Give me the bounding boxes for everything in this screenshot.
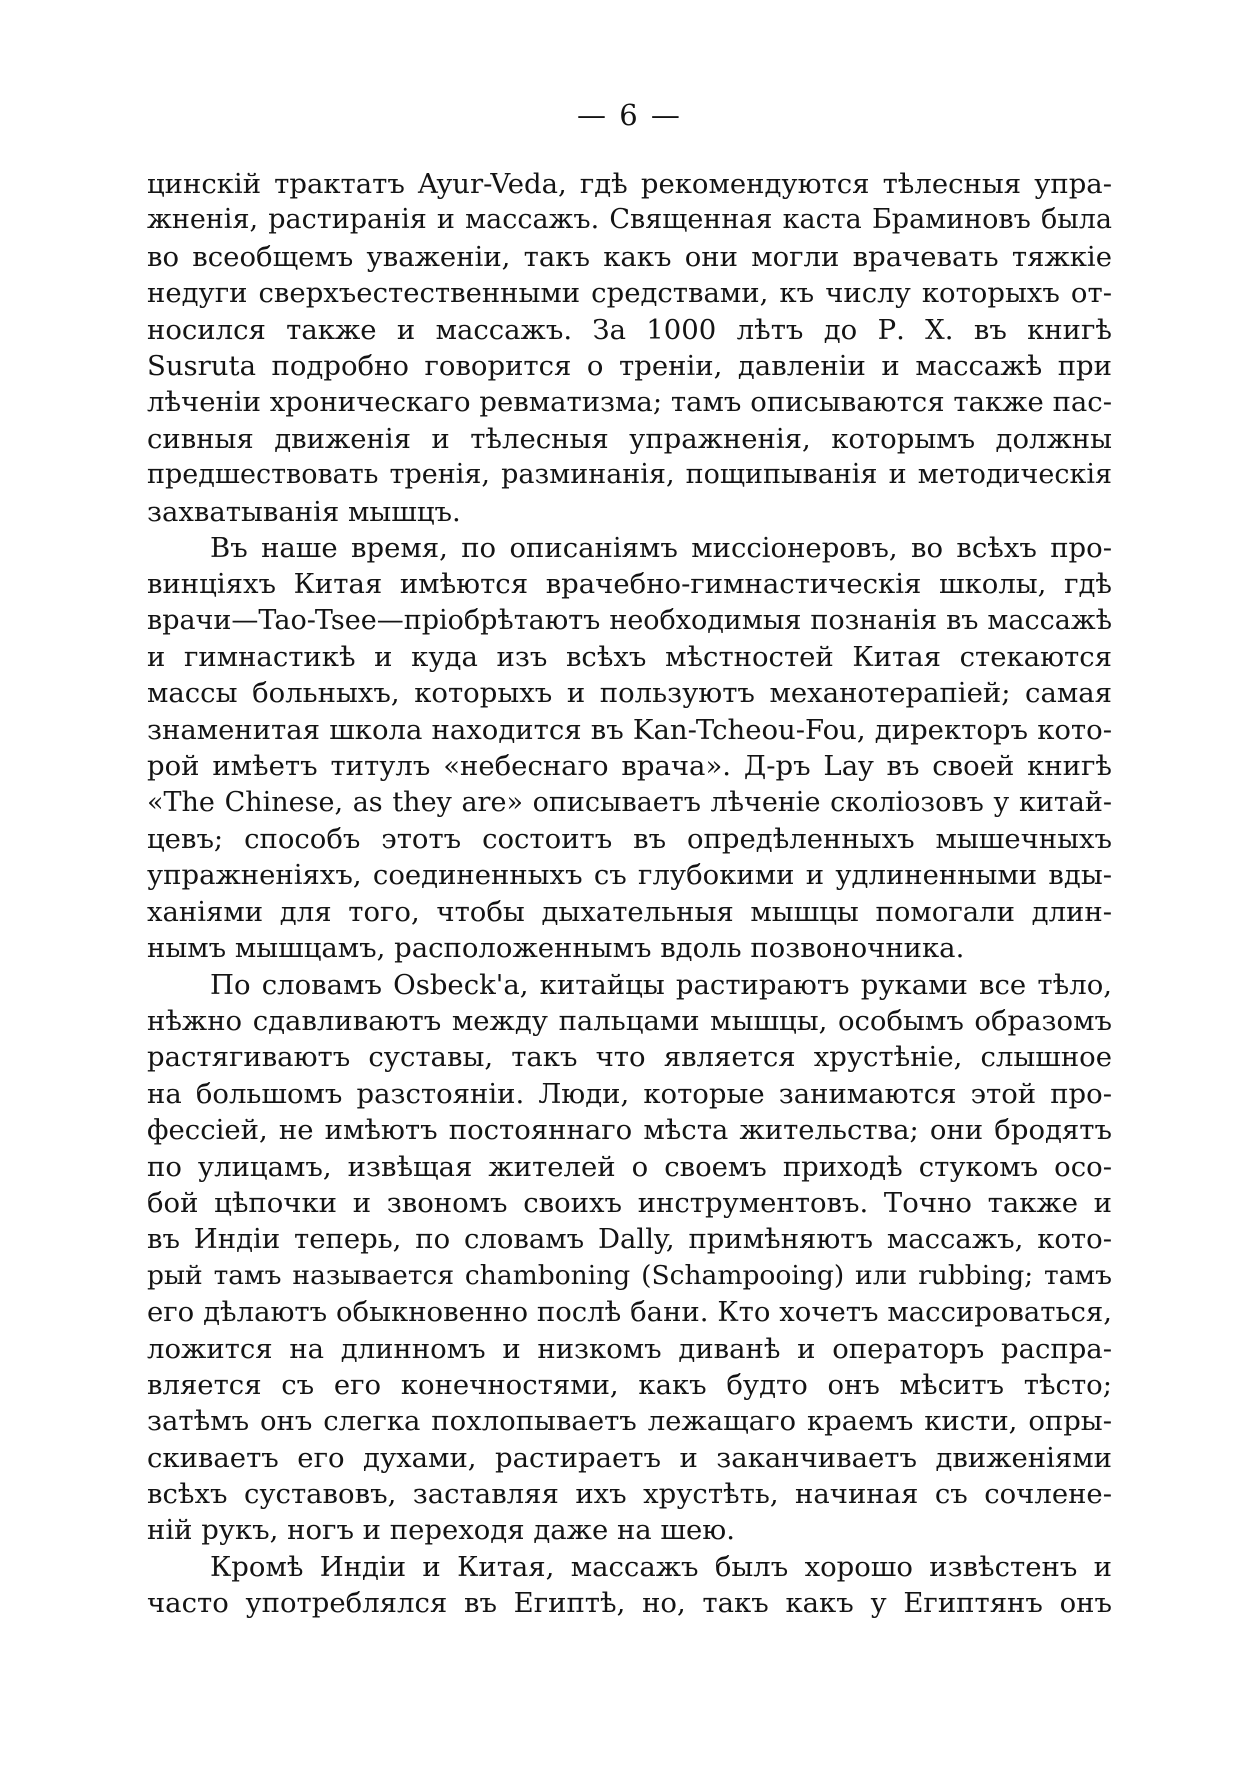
text-line: вляется съ его конечностями, какъ будто онъ мѣситъ тѣсто; (147, 1368, 1112, 1401)
text-line: всѣхъ суставовъ, заставляя ихъ хрустѣть, начиная съ сочлене- (147, 1478, 1112, 1511)
text-line: цевъ; способъ этотъ состоитъ въ опредѣленныхъ мышечныхъ (147, 823, 1112, 856)
text-line: скиваетъ его духами, растираетъ и заканчиваетъ движеніями (147, 1441, 1112, 1474)
text-line: сивныя движенія и тѣлесныя упражненія, которымъ должны (147, 422, 1112, 455)
text-line: «The Chinese, as they are» описываетъ лѣченіе сколіозовъ у китай- (147, 786, 1112, 818)
page-number: — 6 — (577, 98, 682, 132)
text-line: знаменитая школа находится въ Kan-Tcheou-Fou, директоръ кото- (147, 713, 1112, 746)
text-line: врачи—Tao-Tsee—пріобрѣтаютъ необходимыя познанія въ массажѣ (147, 604, 1112, 636)
text-line: въ Индіи теперь, по словамъ Dally, примѣняютъ массажъ, кото- (147, 1223, 1112, 1256)
text-line: ложится на длинномъ и низкомъ диванѣ и операторъ распра- (147, 1332, 1112, 1365)
text-line: массы больныхъ, которыхъ и пользуютъ механотерапіей; самая (147, 677, 1112, 710)
text-line: недуги сверхъестественными средствами, къ числу которыхъ от- (147, 277, 1112, 310)
text-line: нѣжно сдавливаютъ между пальцами мышцы, особымъ образомъ (147, 1004, 1112, 1037)
text-line: Въ наше время, по описаніямъ миссіонеровъ, во всѣхъ про- (210, 531, 1112, 564)
text-line: захватыванія мышцъ. (147, 495, 461, 528)
text-line: предшествовать тренія, разминанія, пощипыванія и методическія (147, 459, 1112, 491)
text-line: ханіями для того, чтобы дыхательныя мышцы помогали длин- (147, 895, 1112, 928)
text-line: лѣченіи хроническаго ревматизма; тамъ описываются также пас- (147, 386, 1112, 419)
text-line: Кромѣ Индіи и Китая, массажъ былъ хорошо извѣстенъ и (210, 1550, 1112, 1583)
text-line: рой имѣетъ титулъ «небеснаго врача». Д-ръ Lay въ своей книгѣ (147, 750, 1112, 783)
text-line: и гимнастикѣ и куда изъ всѣхъ мѣстностей Китая стекаются (147, 641, 1112, 674)
text-line: носился также и массажъ. За 1000 лѣтъ до Р. Х. въ книгѣ (147, 313, 1112, 346)
text-line: жненія, растиранія и массажъ. Священная каста Браминовъ была (147, 204, 1112, 236)
text-line: цинскій трактатъ Ayur-Veda, гдѣ рекомендуются тѣлесныя упра- (147, 168, 1112, 200)
text-line: часто употреблялся въ Египтѣ, но, такъ какъ у Египтянъ онъ (147, 1587, 1112, 1620)
text-line: Susruta подробно говорится о треніи, давленіи и массажѣ при (147, 349, 1112, 382)
text-line: бой цѣпочки и звономъ своихъ инструментовъ. Точно также и (147, 1186, 1112, 1219)
text-line: по улицамъ, извѣщая жителей о своемъ приходѣ стукомъ осо- (147, 1150, 1112, 1183)
text-line: рый тамъ называется chamboning (Schampooing) или rubbing; тамъ (147, 1259, 1112, 1291)
text-line: ній рукъ, ногъ и переходя даже на шею. (147, 1514, 735, 1547)
text-line: на большомъ разстояніи. Люди, которые занимаются этой про- (147, 1077, 1112, 1110)
text-line: затѣмъ онъ слегка похлопываетъ лежащаго краемъ кисти, опры- (147, 1405, 1112, 1438)
text-line: его дѣлаютъ обыкновенно послѣ бани. Кто хочетъ массироваться, (147, 1296, 1112, 1329)
text-line: винціяхъ Китая имѣются врачебно-гимнастическія школы, гдѣ (147, 568, 1112, 601)
body-text (147, 166, 1112, 1622)
text-line: упражненіяхъ, соединенныхъ съ глубокими и удлиненными вды- (147, 859, 1112, 892)
text-line: во всеобщемъ уваженіи, такъ какъ они могли врачевать тяжкіе (147, 240, 1112, 273)
text-line: По словамъ Osbeck'a, китайцы растираютъ руками все тѣло, (210, 968, 1112, 1001)
text-line: нымъ мышцамъ, расположеннымъ вдоль позвоночника. (147, 932, 965, 965)
text-line: растягиваютъ суставы, такъ что является хрустѣніе, слышное (147, 1041, 1112, 1074)
text-line: фессіей, не имѣютъ постояннаго мѣста жительства; они бродятъ (147, 1114, 1112, 1147)
